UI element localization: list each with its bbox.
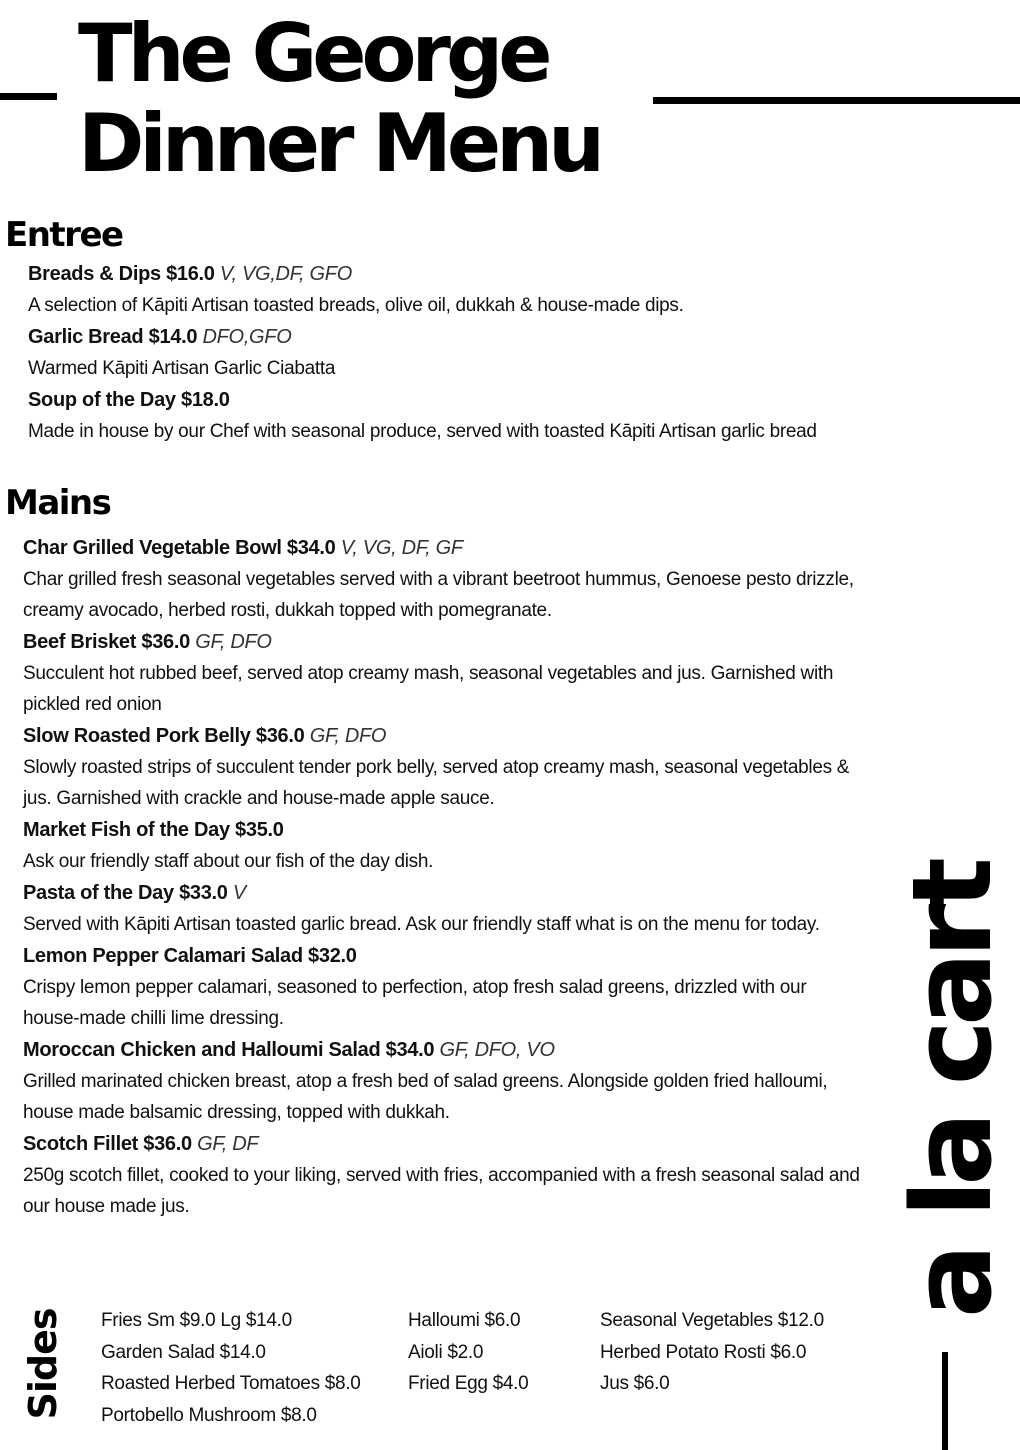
item-title bbox=[28, 258, 908, 290]
mains-list bbox=[23, 532, 863, 1222]
item-name: Scotch Fillet bbox=[23, 1133, 139, 1155]
decorative-rule-left bbox=[0, 93, 57, 100]
menu-title-line1: The George bbox=[78, 7, 548, 100]
item-title bbox=[23, 720, 863, 752]
side-item: Jus $6.0 bbox=[600, 1373, 670, 1394]
item-description: Slowly roasted strips of succulent tender pork belly, served atop creamy mash, seasonal vegetables & jus. Garnished with crackle and house-made apple sauce. bbox=[23, 757, 850, 809]
dietary-tags: DFO,GFO bbox=[202, 326, 292, 348]
menu-item bbox=[23, 532, 863, 626]
decorative-rule-right bbox=[653, 97, 1020, 104]
menu-item bbox=[23, 1128, 863, 1222]
dietary-tags: V, VG, DF, GF bbox=[340, 537, 463, 559]
item-title bbox=[23, 877, 863, 909]
menu-item bbox=[23, 940, 863, 1034]
item-description: Char grilled fresh seasonal vegetables served with a vibrant beetroot hummus, Genoese pesto drizzle, creamy avocado, herbed rosti, dukkah topped with pomegranate. bbox=[23, 569, 854, 621]
item-title bbox=[28, 321, 908, 353]
item-price: $18.0 bbox=[181, 389, 230, 411]
item-name: Beef Brisket bbox=[23, 631, 137, 653]
menu-item bbox=[28, 384, 908, 447]
menu-item bbox=[23, 720, 863, 814]
item-description: Ask our friendly staff about our fish of the day dish. bbox=[23, 851, 434, 872]
sides-column-1 bbox=[101, 1305, 361, 1431]
item-price: $33.0 bbox=[179, 882, 228, 904]
item-price: $36.0 bbox=[143, 1133, 192, 1155]
item-price: $34.0 bbox=[286, 537, 336, 559]
side-item: Roasted Herbed Tomatoes $8.0 bbox=[101, 1373, 361, 1394]
side-item: Portobello Mushroom $8.0 bbox=[101, 1404, 317, 1426]
item-name: Slow Roasted Pork Belly bbox=[23, 725, 251, 747]
item-name: Breads & Dips bbox=[28, 263, 161, 285]
sides-column-2 bbox=[408, 1305, 528, 1400]
item-description: Grilled marinated chicken breast, atop a fresh bed of salad greens. Alongside golden fried halloumi, house made balsamic dressing, topped with dukkah. bbox=[23, 1071, 828, 1123]
item-description: Crispy lemon pepper calamari, seasoned to perfection, atop fresh salad greens, drizzled with our house-made chilli lime dressing. bbox=[23, 977, 807, 1029]
decorative-rule-vertical bbox=[942, 1352, 948, 1450]
side-item: Fried Egg $4.0 bbox=[408, 1373, 529, 1394]
dietary-tags: GF, DFO bbox=[195, 631, 272, 653]
item-price: $35.0 bbox=[235, 819, 284, 841]
side-item: Fries Sm $9.0 Lg $14.0 bbox=[101, 1310, 292, 1331]
menu-item bbox=[23, 626, 863, 720]
item-price: $36.0 bbox=[141, 631, 190, 653]
dietary-tags: V bbox=[232, 882, 246, 904]
side-item: Aioli $2.0 bbox=[408, 1341, 484, 1363]
item-title bbox=[28, 384, 908, 416]
item-title bbox=[23, 1128, 863, 1160]
dietary-tags: GF, DF bbox=[197, 1133, 259, 1155]
mains-heading: Mains bbox=[5, 483, 111, 523]
a-la-cart-label: a la cart bbox=[888, 862, 1016, 1318]
menu-item bbox=[23, 814, 863, 877]
sides-column-3 bbox=[600, 1305, 824, 1400]
menu-item bbox=[28, 321, 908, 384]
item-description: 250g scotch fillet, cooked to your liking, served with fries, accompanied with a fresh seasonal salad and our house made jus. bbox=[23, 1165, 860, 1217]
item-price: $14.0 bbox=[148, 326, 198, 348]
dietary-tags: V, VG,DF, GFO bbox=[219, 263, 352, 285]
menu-item bbox=[23, 877, 863, 940]
side-item: Herbed Potato Rosti $6.0 bbox=[600, 1341, 807, 1363]
item-description: Warmed Kāpiti Artisan Garlic Ciabatta bbox=[28, 358, 336, 379]
menu-title-line2: Dinner Menu bbox=[78, 97, 601, 190]
menu-item bbox=[23, 1034, 863, 1128]
sides-label: Sides bbox=[21, 1308, 65, 1420]
item-name: Soup of the Day bbox=[28, 389, 176, 411]
menu-item bbox=[28, 258, 908, 321]
item-title bbox=[23, 626, 863, 658]
item-name: Pasta of the Day bbox=[23, 882, 174, 904]
item-description: A selection of Kāpiti Artisan toasted breads, olive oil, dukkah & house-made dips. bbox=[28, 295, 684, 316]
item-name: Garlic Bread bbox=[28, 326, 144, 348]
item-title bbox=[23, 814, 863, 846]
dietary-tags: GF, DFO, VO bbox=[439, 1039, 555, 1061]
item-price: $36.0 bbox=[255, 725, 305, 747]
item-description: Made in house by our Chef with seasonal produce, served with toasted Kāpiti Artisan garlic bread bbox=[28, 421, 817, 442]
item-title bbox=[23, 940, 863, 972]
item-description: Succulent hot rubbed beef, served atop creamy mash, seasonal vegetables and jus. Garnished with pickled red onion bbox=[23, 663, 834, 715]
item-description: Served with Kāpiti Artisan toasted garlic bread. Ask our friendly staff what is on the menu for today. bbox=[23, 914, 820, 935]
side-item: Halloumi $6.0 bbox=[408, 1310, 521, 1331]
item-name: Char Grilled Vegetable Bowl bbox=[23, 537, 282, 559]
entree-heading: Entree bbox=[5, 215, 123, 255]
item-title bbox=[23, 1034, 863, 1066]
side-item: Seasonal Vegetables $12.0 bbox=[600, 1310, 824, 1331]
item-price: $34.0 bbox=[385, 1039, 435, 1061]
entree-list bbox=[28, 258, 908, 447]
item-name: Lemon Pepper Calamari Salad bbox=[23, 945, 303, 967]
item-name: Market Fish of the Day bbox=[23, 819, 230, 841]
side-item: Garden Salad $14.0 bbox=[101, 1341, 266, 1363]
item-name: Moroccan Chicken and Halloumi Salad bbox=[23, 1039, 381, 1061]
dietary-tags: GF, DFO bbox=[309, 725, 387, 747]
item-price: $32.0 bbox=[308, 945, 357, 967]
item-price: $16.0 bbox=[166, 263, 215, 285]
item-title bbox=[23, 532, 863, 564]
